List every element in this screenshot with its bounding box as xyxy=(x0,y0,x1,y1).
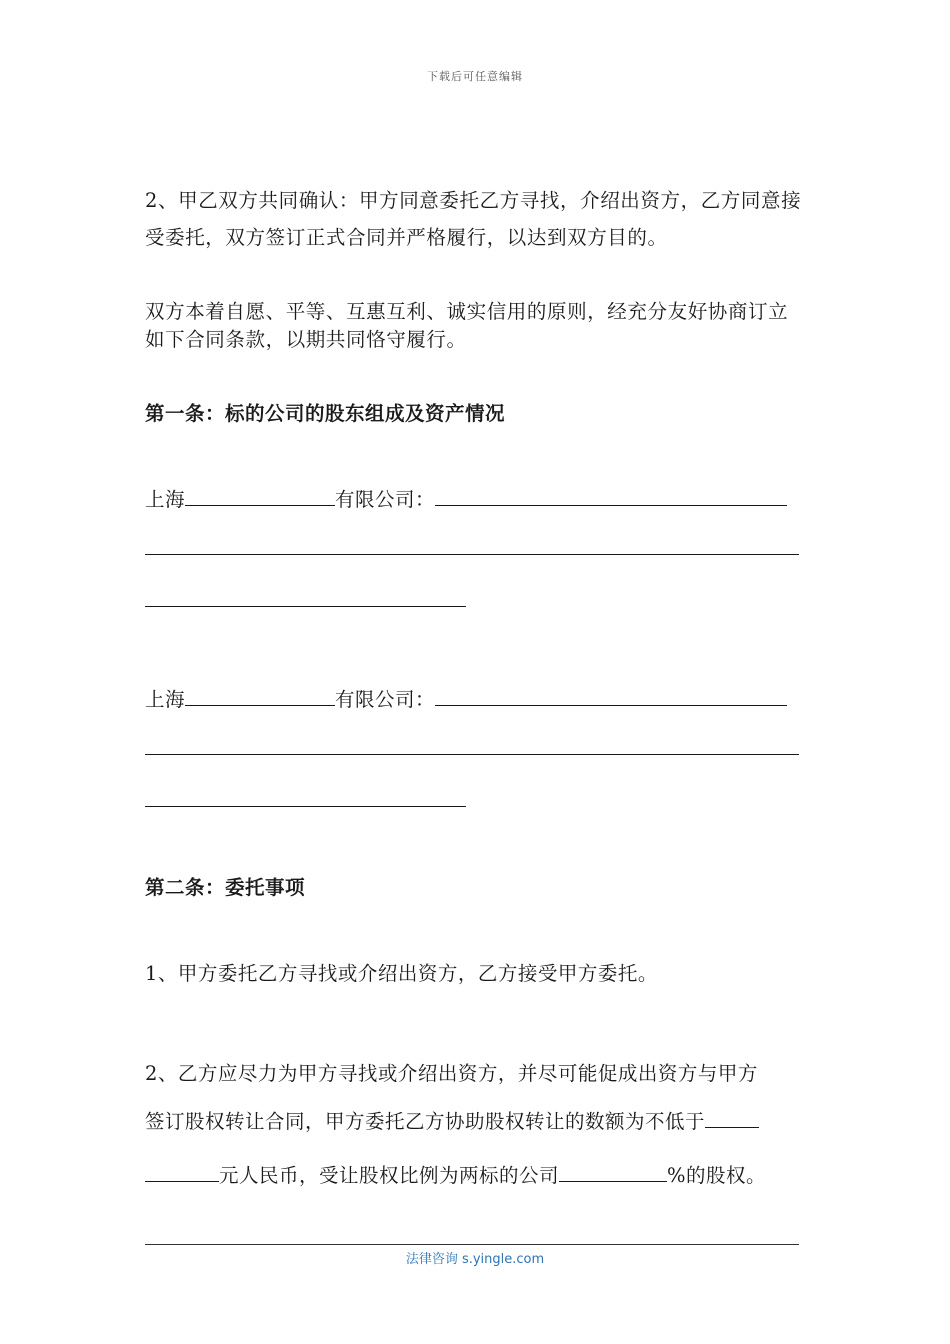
item-2-line-1: 2、乙方应尽力为甲方寻找或介绍出资方，并尽可能促成出资方与甲方 xyxy=(145,1062,758,1085)
amount-blank-end[interactable] xyxy=(145,1163,219,1182)
item-2-line-2 xyxy=(145,1106,759,1136)
item-2-line-3-suffix: %的股权。 xyxy=(667,1164,767,1187)
fill-line[interactable] xyxy=(145,754,799,755)
company-prefix: 上海 xyxy=(145,488,186,511)
amount-blank-start[interactable] xyxy=(705,1109,759,1128)
company-detail-blank[interactable] xyxy=(435,687,787,706)
company-detail-blank[interactable] xyxy=(435,487,787,506)
fill-line[interactable] xyxy=(145,806,466,807)
footer-divider xyxy=(145,1244,799,1245)
item-1: 1、甲方委托乙方寻找或介绍出资方，乙方接受甲方委托。 xyxy=(145,962,658,985)
fill-line[interactable] xyxy=(145,606,466,607)
company-suffix: 有限公司： xyxy=(335,688,436,711)
paragraph-principles: 双方本着自愿、平等、互惠互利、诚实信用的原则，经充分友好协商订立如下合同条款，以期共同恪守履行。 xyxy=(145,300,789,351)
company-name-blank[interactable] xyxy=(185,487,335,506)
footer-link[interactable]: 法律咨询 s.yingle.com xyxy=(405,1252,545,1267)
company-name-blank[interactable] xyxy=(185,687,335,706)
article-2-title: 第二条：委托事项 xyxy=(145,876,306,899)
company-line-1 xyxy=(145,484,787,514)
item-2-line-3 xyxy=(145,1160,766,1190)
header-note: 下载后可任意编辑 xyxy=(427,70,523,83)
company-suffix: 有限公司： xyxy=(335,488,436,511)
item-2-line-2-text: 签订股权转让合同，甲方委托乙方协助股权转让的数额为不低于 xyxy=(145,1110,706,1133)
item-2-line-3-text: 元人民币，受让股权比例为两标的公司 xyxy=(219,1164,560,1187)
company-prefix: 上海 xyxy=(145,688,186,711)
article-1-title: 第一条：标的公司的股东组成及资产情况 xyxy=(145,402,506,425)
fill-line[interactable] xyxy=(145,554,799,555)
company-line-2 xyxy=(145,684,787,714)
share-percent-blank[interactable] xyxy=(559,1163,667,1182)
paragraph-mutual-confirmation: 2、甲乙双方共同确认：甲方同意委托乙方寻找，介绍出资方，乙方同意接受委托，双方签订正式合同并严格履行，以达到双方目的。 xyxy=(145,189,802,249)
